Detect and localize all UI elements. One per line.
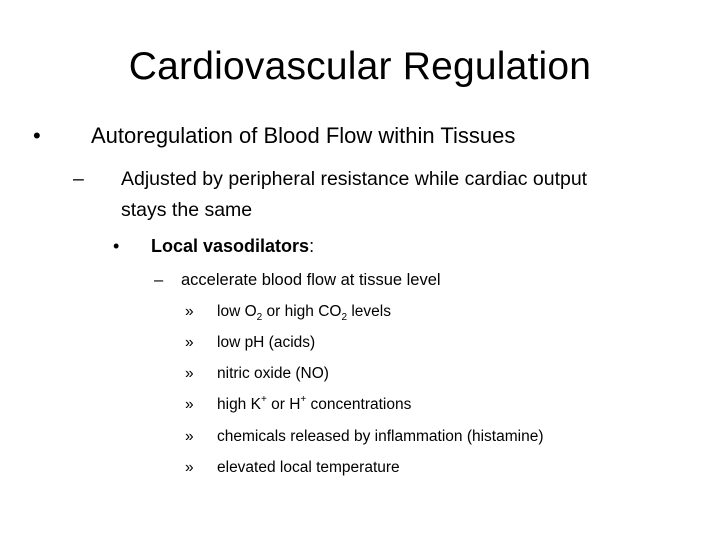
list-item-ph: low pH (acids)	[217, 334, 316, 351]
level3-suffix: :	[309, 236, 315, 256]
level1-text: Autoregulation of Blood Flow within Tissues	[91, 123, 516, 148]
level3-bullet: •	[113, 236, 120, 256]
level2-line2: stays the same	[121, 199, 253, 221]
local-vasodilators-label: Local vasodilators	[151, 236, 310, 256]
list-item-o2-co2: low $O_2$ or high $CO_2$ levels	[217, 303, 391, 323]
level4-text: accelerate blood flow at tissue level	[181, 271, 441, 289]
list-item-no: nitric oxide (NO)	[217, 365, 329, 382]
level5-bullet: »	[185, 303, 194, 320]
level1-bullet: •	[33, 123, 41, 148]
list-item-k-h: high K+ or H+ concentrations	[217, 394, 412, 413]
level5-bullet: »	[185, 428, 194, 445]
level5-bullet: »	[185, 334, 194, 351]
level4-bullet: –	[154, 271, 164, 289]
level5-bullet: »	[185, 365, 194, 382]
list-item-temperature: elevated local temperature	[217, 459, 400, 476]
level3-text	[151, 234, 314, 258]
level5-bullet: »	[185, 396, 194, 413]
level2-bullet: –	[73, 168, 84, 190]
slide-title: Cardiovascular Regulation	[128, 45, 592, 88]
level5-bullet: »	[185, 459, 194, 476]
list-item-chemicals: chemicals released by inflammation (histamine)	[217, 428, 544, 445]
level2-line1: Adjusted by peripheral resistance while cardiac output	[121, 168, 588, 190]
